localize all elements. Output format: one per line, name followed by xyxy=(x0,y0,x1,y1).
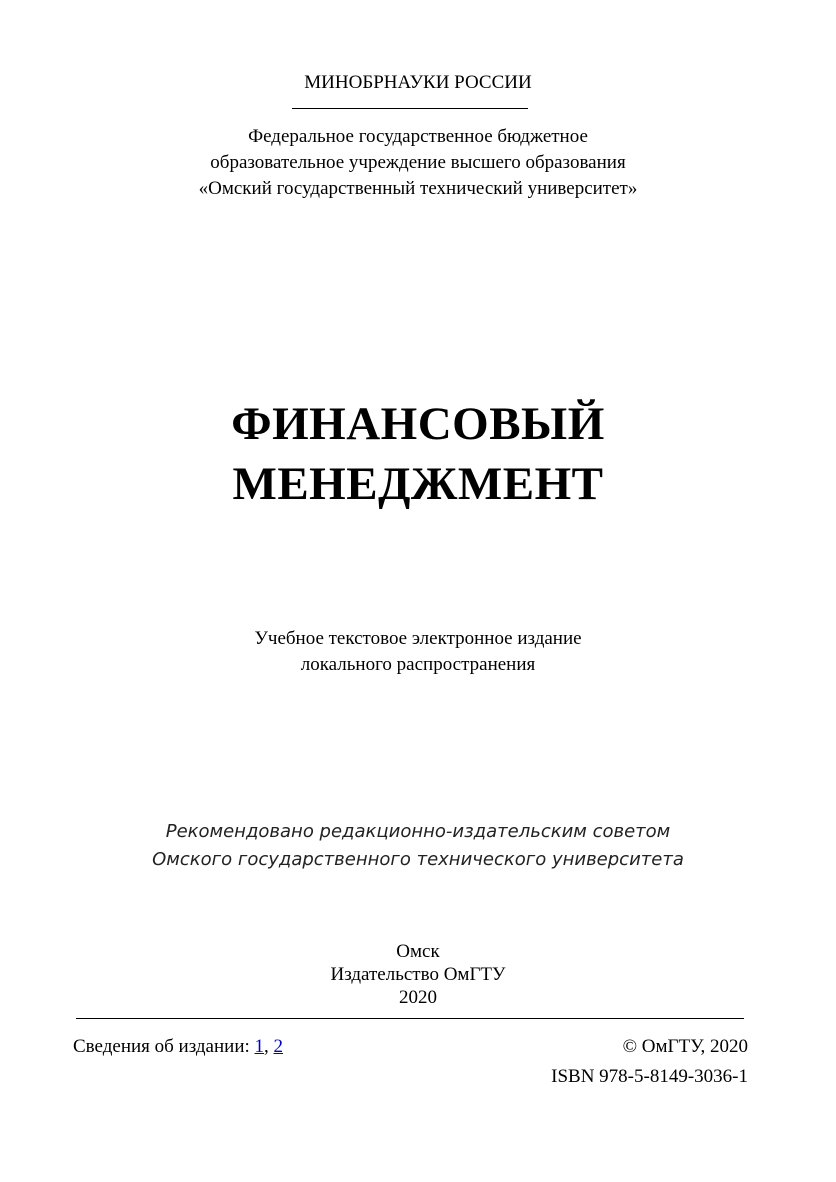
institution-line-3: «Омский государственный технический университет» xyxy=(198,178,638,199)
institution-line-1: Федеральное государственное бюджетное xyxy=(248,126,588,147)
edition-link-2[interactable]: 2 xyxy=(273,1036,284,1057)
institution-name xyxy=(0,124,836,202)
title-line-2: МЕНЕДЖМЕНТ xyxy=(232,458,604,510)
title-line-1: ФИНАНСОВЫЙ xyxy=(231,398,605,450)
isbn-number: ISBN 978-5-8149-3036-1 xyxy=(551,1066,748,1087)
imprint xyxy=(0,940,836,1009)
edition-info-label: Сведения об издании: xyxy=(73,1036,255,1057)
document-title xyxy=(0,394,836,514)
edition-link-separator: , xyxy=(264,1036,274,1057)
edition-type-line-1: Учебное текстовое электронное издание xyxy=(254,628,582,649)
edition-type xyxy=(0,626,836,678)
imprint-publisher: Издательство ОмГТУ xyxy=(330,964,506,985)
imprint-city: Омск xyxy=(396,941,440,962)
copyright-notice: © ОмГТУ, 2020 xyxy=(622,1036,748,1057)
institution-line-2: образовательное учреждение высшего образования xyxy=(210,152,626,173)
imprint-year: 2020 xyxy=(399,987,437,1008)
recommendation-note xyxy=(0,818,836,874)
ministry-divider xyxy=(292,108,528,109)
edition-link-1[interactable]: 1 xyxy=(254,1036,265,1057)
ministry-name: МИНОБРНАУКИ РОССИИ xyxy=(304,72,532,93)
edition-info xyxy=(73,1036,283,1058)
footer-divider xyxy=(76,1018,744,1019)
recommendation-line-2: Омского государственного технического университета xyxy=(152,849,684,870)
recommendation-line-1: Рекомендовано редакционно-издательским советом xyxy=(165,821,671,842)
edition-type-line-2: локального распространения xyxy=(300,654,536,675)
